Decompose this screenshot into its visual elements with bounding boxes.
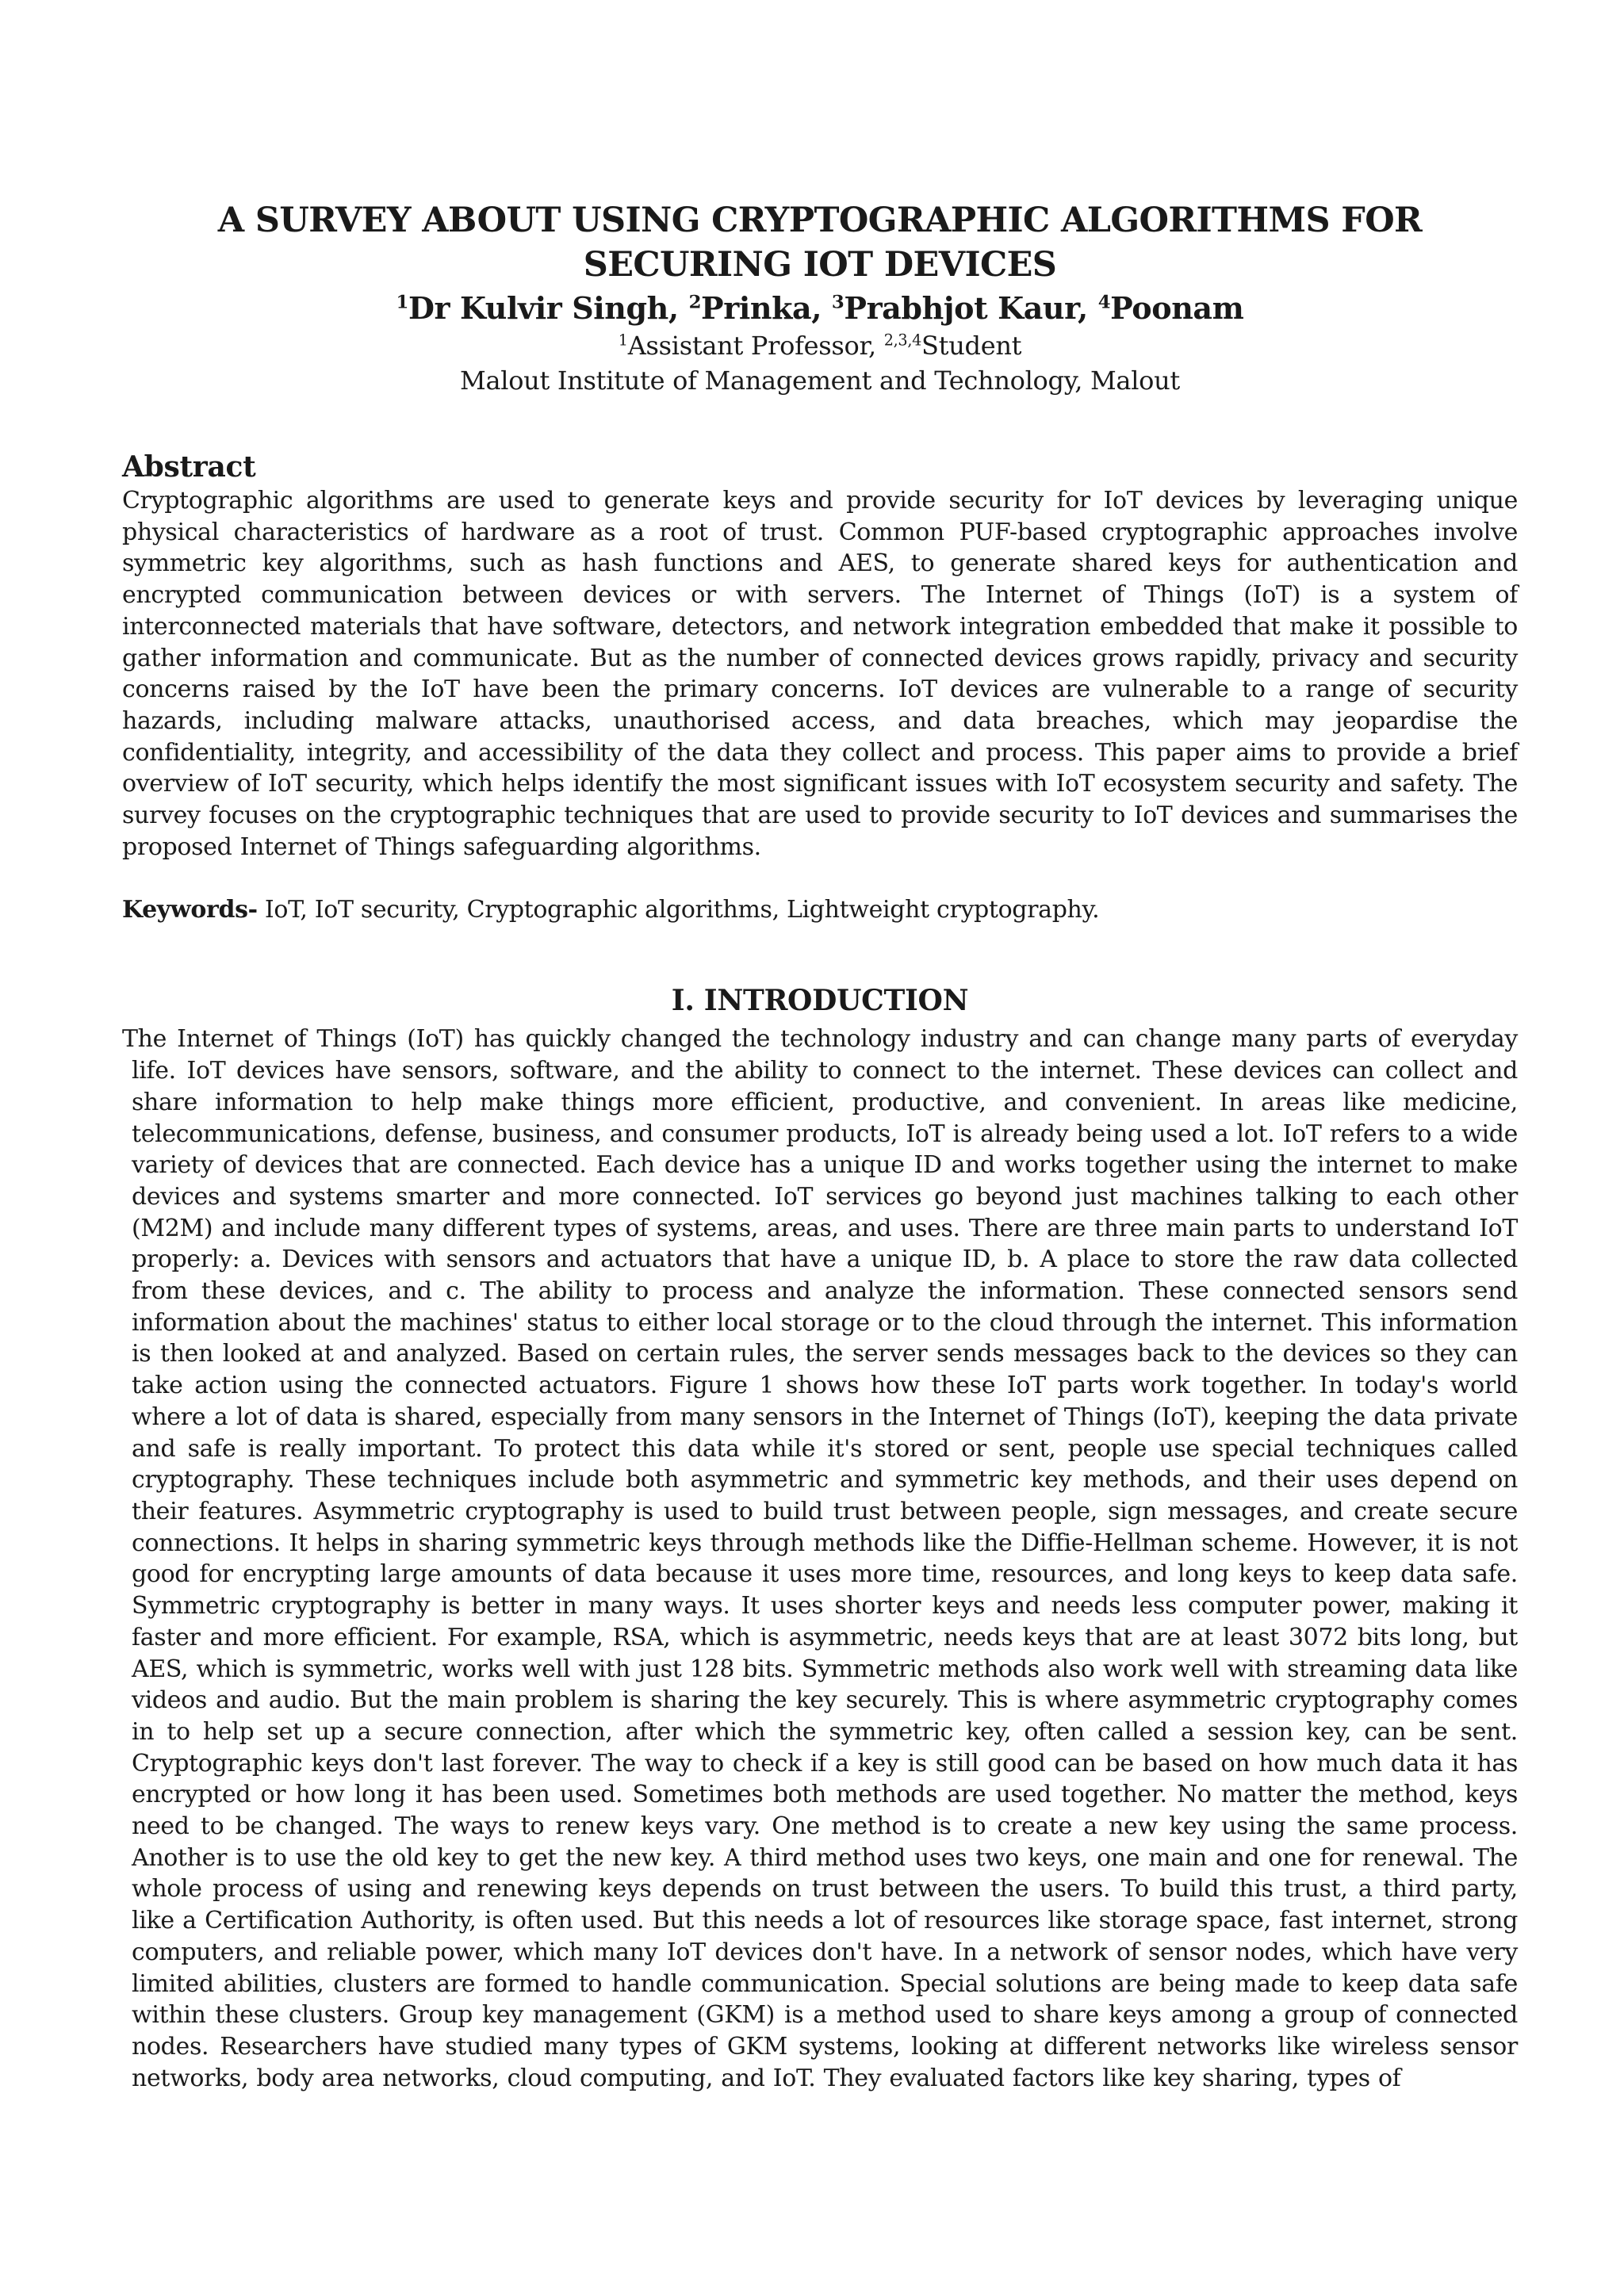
abstract-heading: Abstract: [122, 450, 256, 484]
keywords-line: [122, 894, 1518, 926]
abstract-text: Cryptographic algorithms are used to generate keys and provide security for IoT devices by leveraging unique physical characteristics of hardware as a root of trust. Common PUF-based cryptographic approaches involve symmetric key algorithms, such as hash functions and AES, to generate shared keys for authentication and encrypted communication between devices or with servers. The Internet of Things (IoT) is a system of interconnected materials that have software, detectors, and network integration embedded that make it possible to gather information and communicate. But as the number of connected devices grows rapidly, privacy and security concerns raised by the IoT have been the primary concerns. IoT devices are vulnerable to a range of security hazards, including malware attacks, unauthorised access, and data breaches, which may jeopardise the confidentiality, integrity, and accessibility of the data they collect and process. This paper aims to provide a brief overview of IoT security, which helps identify the most significant issues with IoT ecosystem security and safety. The survey focuses on the cryptographic techniques that are used to provide security to IoT devices and summarises the proposed Internet of Things safeguarding algorithms.: [122, 487, 1518, 861]
role-2-text: Student: [921, 331, 1022, 361]
keywords-label: Keywords-: [122, 896, 258, 924]
role-1-sup: 1: [618, 331, 628, 350]
introduction-heading: I. INTRODUCTION: [671, 984, 969, 1018]
author-roles: [122, 328, 1518, 363]
author-3-name: Prabhjot Kaur,: [844, 290, 1098, 326]
role-2-sup: 2,3,4: [883, 331, 922, 350]
author-4-name: Poonam: [1110, 290, 1244, 326]
keywords-text: IoT, IoT security, Cryptographic algorithms, Lightweight cryptography.: [257, 896, 1100, 924]
author-1-name: Dr Kulvir Singh,: [408, 290, 689, 326]
author-2-sup: 2: [688, 292, 702, 313]
author-3-sup: 3: [831, 292, 845, 313]
introduction-text: The Internet of Things (IoT) has quickly changed the technology industry and can change many parts of everyday life. IoT devices have sensors, software, and the ability to connect to the internet. These devices can collect and share information to help make things more efficient, productive, and convenient. In areas like medicine, telecommunications, defense, business, and consumer products, IoT is already being used a lot. IoT refers to a wide variety of devices that are connected. Each device has a unique ID and works together using the internet to make devices and systems smarter and more connected. IoT services go beyond just machines talking to each other (M2M) and include many different types of systems, areas, and uses. There are three main parts to understand IoT properly: a. Devices with sensors and actuators that have a unique ID, b. A place to store the raw data collected from these devices, and c. The ability to process and analyze the information. These connected sensors send information about the machines' status to either local storage or to the cloud through the internet. This information is then looked at and analyzed. Based on certain rules, the server sends messages back to the devices so they can take action using the connected actuators. Figure 1 shows how these IoT parts work together. In today's world where a lot of data is shared, especially from many sensors in the Internet of Things (IoT), keeping the data private and safe is really important. To protect this data while it's stored or sent, people use special techniques called cryptography. These techniques include both asymmetric and symmetric key methods, and their uses depend on their features. Asymmetric cryptography is used to build trust between people, sign messages, and create secure connections. It helps in sharing symmetric keys through methods like the Diffie-Hellman scheme. However, it is not good for encrypting large amounts of data because it uses more time, resources, and long keys to keep data safe. Symmetric cryptography is better in many ways. It uses shorter keys and needs less computer power, making it faster and more efficient. For example, RSA, which is asymmetric, needs keys that are at least 3072 bits long, but AES, which is symmetric, works well with just 128 bits. Symmetric methods also work well with streaming data like videos and audio. But the main problem is sharing the key securely. This is where asymmetric cryptography comes in to help set up a secure connection, after which the symmetric key, often called a session key, can be sent. Cryptographic keys don't last forever. The way to check if a key is still good can be based on how much data it has encrypted or how long it has been used. Sometimes both methods are used together. No matter the method, keys need to be changed. The ways to renew keys vary. One method is to create a new key using the same process. Another is to use the old key to get the new key. A third method uses two keys, one main and one for renewal. The whole process of using and renewing keys depends on trust between the users. To build this trust, a third party, like a Certification Authority, is often used. But this needs a lot of resources like storage space, fast internet, strong computers, and reliable power, which many IoT devices don't have. In a network of sensor nodes, which have very limited abilities, clusters are formed to handle communication. Special solutions are being made to keep data safe within these clusters. Group key management (GKM) is a method used to share keys among a group of connected nodes. Researchers have studied many types of GKM systems, looking at different networks like wireless sensor networks, body area networks, cloud computing, and IoT. They evaluated factors like key sharing, types of: [122, 1025, 1518, 2092]
author-line: [122, 289, 1518, 328]
author-1-sup: 1: [396, 292, 408, 313]
role-1-text: Assistant Professor,: [627, 331, 884, 361]
paper-title: A SURVEY ABOUT USING CRYPTOGRAPHIC ALGORITHMS FOR SECURING IOT DEVICES: [217, 201, 1423, 285]
affiliation: Malout Institute of Management and Technology, Malout: [460, 365, 1180, 396]
author-2-name: Prinka,: [701, 290, 832, 326]
paper-page: [122, 198, 1518, 2094]
author-4-sup: 4: [1097, 292, 1111, 313]
